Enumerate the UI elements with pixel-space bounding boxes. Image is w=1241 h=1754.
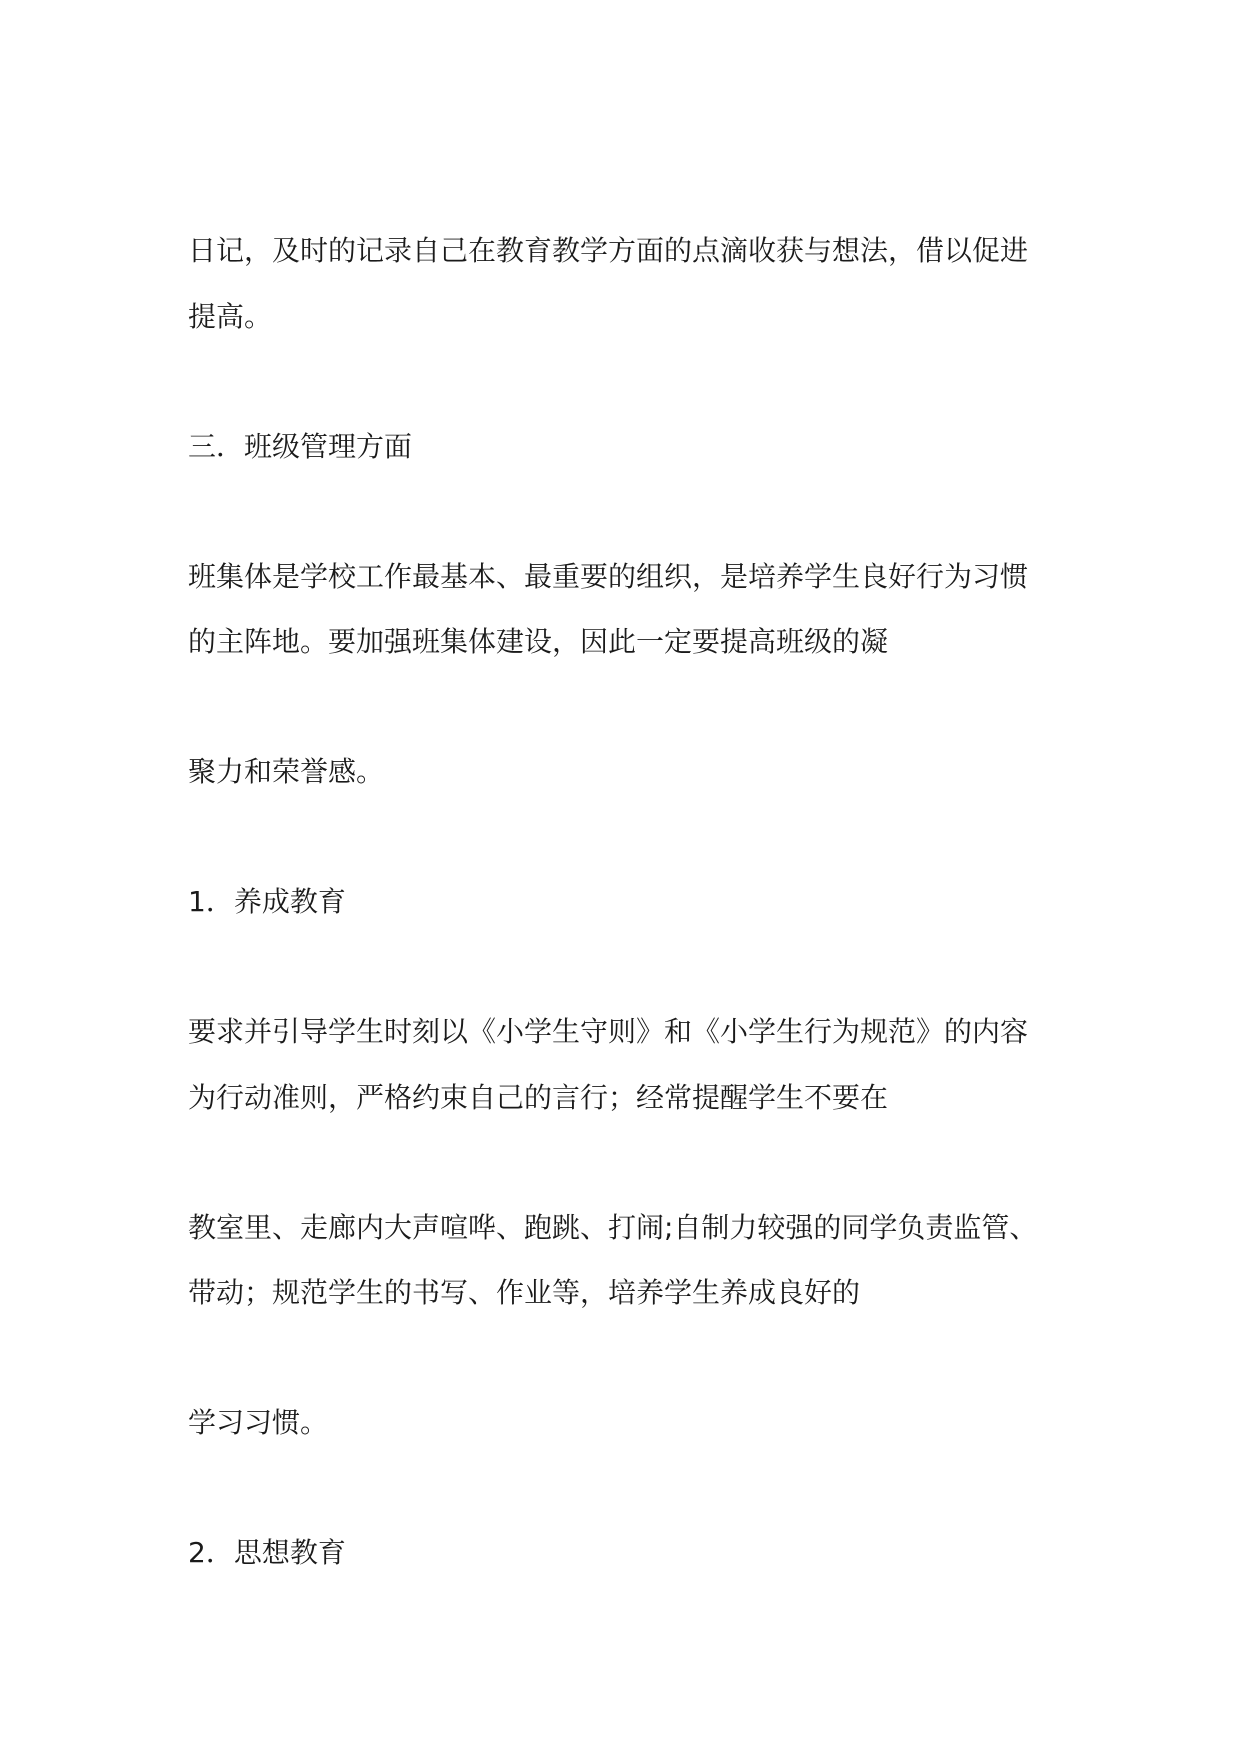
paragraph-line: 提高。 bbox=[188, 300, 273, 333]
paragraph-line: 学习习惯。 bbox=[188, 1406, 329, 1439]
paragraph-line: 带动；规范学生的书写、作业等，培养学生养成良好的 bbox=[188, 1276, 861, 1309]
paragraph-line: 教室里、走廊内大声喧哗、跑跳、打闹;自制力较强的同学负责监管、 bbox=[188, 1211, 1038, 1244]
paragraph-line: 班集体是学校工作最基本、最重要的组织，是培养学生良好行为习惯 bbox=[188, 560, 1029, 593]
subsection-heading: 2．思想教育 bbox=[188, 1536, 346, 1569]
subsection-heading: 1．养成教育 bbox=[188, 885, 346, 918]
section-heading: 三．班级管理方面 bbox=[188, 430, 413, 463]
paragraph-line: 为行动准则，严格约束自己的言行；经常提醒学生不要在 bbox=[188, 1081, 889, 1114]
paragraph-line: 聚力和荣誉感。 bbox=[188, 755, 385, 788]
paragraph-line: 要求并引导学生时刻以《小学生守则》和《小学生行为规范》的内容 bbox=[188, 1015, 1029, 1048]
paragraph-line: 日记，及时的记录自己在教育教学方面的点滴收获与想法，借以促进 bbox=[188, 234, 1029, 267]
paragraph-line: 的主阵地。要加强班集体建设，因此一定要提高班级的凝 bbox=[188, 625, 889, 658]
